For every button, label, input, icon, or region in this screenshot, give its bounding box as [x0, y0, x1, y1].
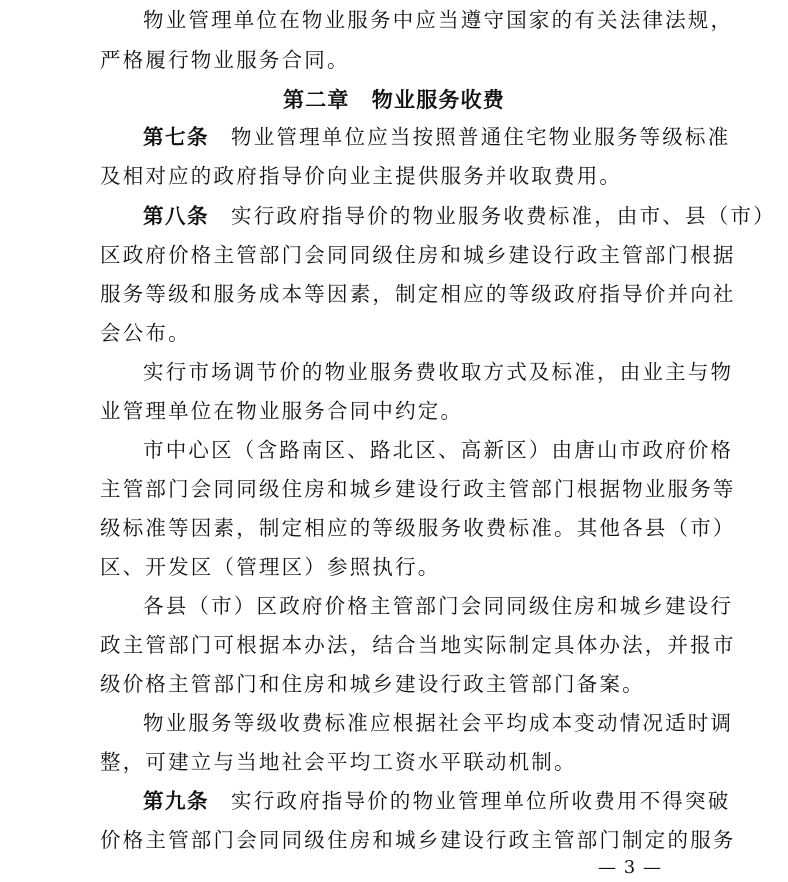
- adjustment-line-2: 整，可建立与当地社会平均工资水平联动机制。: [100, 750, 577, 774]
- city-center-line-2: 主管部门会同同级住房和城乡建设行政主管部门根据物业服务等: [100, 477, 736, 501]
- paragraph-1-line-2: 严格履行物业服务合同。: [100, 48, 350, 72]
- city-center-line-1: 市中心区（含路南区、路北区、高新区）由唐山市政府价格: [143, 438, 734, 462]
- page-number: — 3 —: [598, 857, 662, 878]
- article-7-line-1: [143, 124, 743, 150]
- article-8-label: 第八条: [143, 204, 209, 228]
- market-price-line-2: 业管理单位在物业服务合同中约定。: [100, 399, 464, 423]
- paragraph-1-line-1: 物业管理单位在物业服务中应当遵守国家的有关法律法规，: [143, 8, 734, 32]
- article-9-label: 第九条: [143, 789, 209, 813]
- article-9-line-2: 价格主管部门会同同级住房和城乡建设行政主管部门制定的服务: [100, 828, 736, 852]
- counties-line-2: 政主管部门可根据本办法，结合当地实际制定具体办法，并报市: [100, 633, 736, 657]
- city-center-line-4: 区、开发区（管理区）参照执行。: [100, 555, 441, 579]
- article-8-line-3: 服务等级和服务成本等因素，制定相应的等级政府指导价并向社: [100, 282, 736, 306]
- article-9-line-1: [143, 788, 743, 814]
- market-price-line-1: 实行市场调节价的物业服务费收取方式及标准，由业主与物: [143, 360, 734, 384]
- article-7-line-1-text: 物业管理单位应当按照普通住宅物业服务等级标准: [231, 125, 731, 149]
- chapter-title: 第二章 物业服务收费: [283, 88, 505, 112]
- adjustment-line-1: 物业服务等级收费标准应根据社会平均成本变动情况适时调: [143, 711, 734, 735]
- article-7-line-2: 及相对应的政府指导价向业主提供服务并收取费用。: [100, 164, 623, 188]
- article-9-line-1-text: 实行政府指导价的物业管理单位所收费用不得突破: [231, 789, 731, 813]
- article-8-line-4: 会公布。: [100, 321, 191, 345]
- city-center-line-3: 级标准等因素，制定相应的等级服务收费标准。其他各县（市）: [100, 516, 736, 540]
- counties-line-3: 级价格主管部门和住房和城乡建设行政主管部门备案。: [100, 672, 645, 696]
- article-7-label: 第七条: [143, 125, 209, 149]
- counties-line-1: 各县（市）区政府价格主管部门会同同级住房和城乡建设行: [143, 594, 734, 618]
- article-8-line-1-text: 实行政府指导价的物业服务收费标准，由市、县（市）: [231, 204, 776, 228]
- article-8-line-1: [143, 203, 776, 229]
- article-8-line-2: 区政府价格主管部门会同同级住房和城乡建设行政主管部门根据: [100, 243, 736, 267]
